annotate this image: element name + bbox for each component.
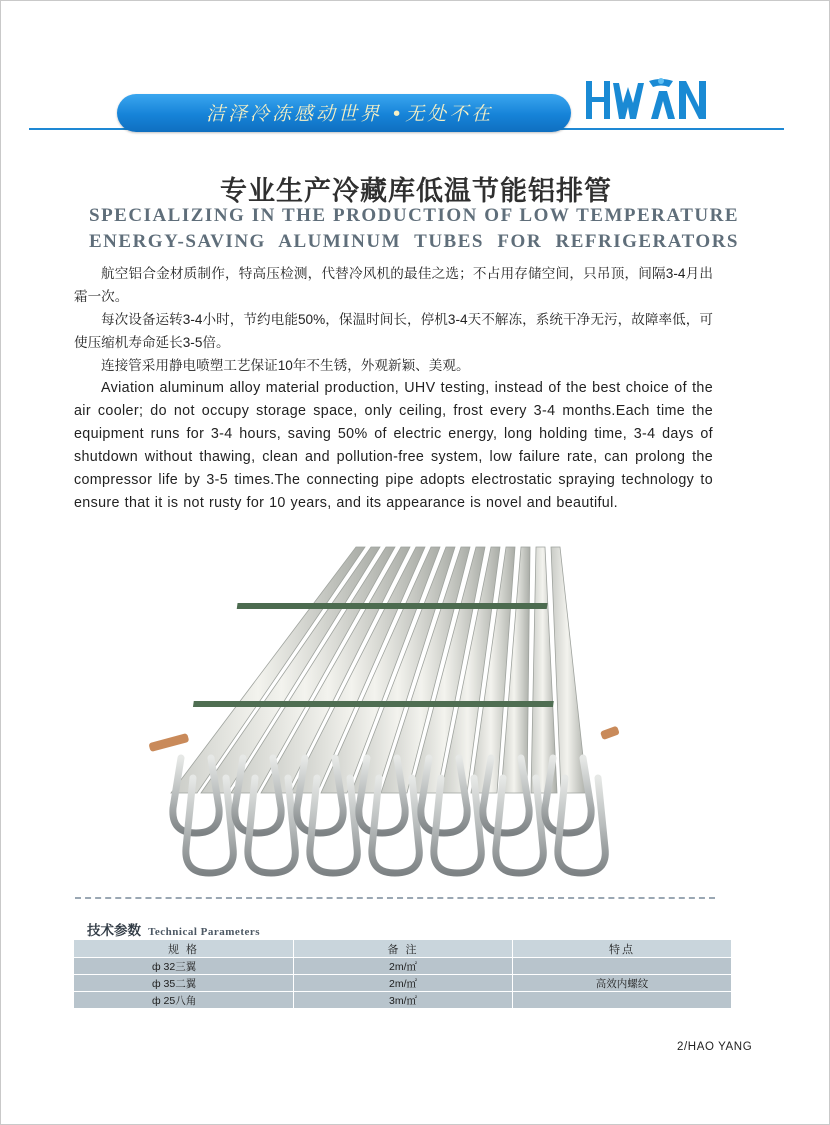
page-footer: 2/HAO YANG <box>677 1041 753 1053</box>
cell-spec: ф 32三翼 <box>74 958 294 975</box>
technical-parameters-table <box>73 939 732 1009</box>
params-heading-cn: 技术参数 <box>87 923 141 939</box>
aluminum-tube-product-image <box>141 543 621 898</box>
table-header-row <box>74 940 732 958</box>
body-cn-paragraph-3: 连接管采用静电喷塑工艺保证10年不生锈，外观新颖、美观。 <box>101 358 470 373</box>
column-header-spec: 规 格 <box>74 940 294 958</box>
page-title-en-line1: SPECIALIZING IN THE PRODUCTION OF LOW TEMPERATURE <box>89 205 739 226</box>
body-cn-paragraph-2: 每次设备运转3-4小时，节约电能50%，保温时间长，停机3-4天不解冻，系统干净无污，故障率低，可使压缩机寿命延长3-5倍。 <box>74 312 713 350</box>
params-heading-en: Technical Parameters <box>148 926 261 938</box>
slogan-text: 洁泽冷冻感动世界 •无处不在 <box>206 103 494 125</box>
hjyang-logo-icon <box>583 73 713 125</box>
table-row <box>74 958 732 975</box>
column-header-feature: 特点 <box>513 940 732 958</box>
cell-remark: 3m/㎡ <box>294 992 513 1009</box>
dashed-separator <box>75 897 715 899</box>
tube-fins <box>171 547 587 793</box>
table-row <box>74 975 732 992</box>
cell-feature <box>513 958 732 975</box>
cell-spec: ф 35二翼 <box>74 975 294 992</box>
column-header-remark: 备 注 <box>294 940 513 958</box>
page-title-en-line2: ENERGY-SAVING ALUMINUM TUBES FOR REFRIGERATORS <box>89 231 739 252</box>
table-row <box>74 992 732 1009</box>
cell-spec: ф 25八角 <box>74 992 294 1009</box>
cell-remark: 2m/㎡ <box>294 975 513 992</box>
params-heading <box>87 919 260 939</box>
u-bend-pipe <box>421 758 467 833</box>
page-title-cn: 专业生产冷藏库低温节能铝排管 <box>220 176 612 207</box>
body-cn-paragraph-1: 航空铝合金材质制作，特高压检测，代替冷风机的最佳之选；不占用存储空间，只吊顶，间隔3-4月出霜一次。 <box>74 266 713 304</box>
cell-feature <box>513 992 732 1009</box>
body-en-paragraph: Aviation aluminum alloy material production, UHV testing, instead of the best choice of the air cooler; do not occupy storage space, only ceiling, frost every 3-4 months.Each time the equipment runs for 3-4 hours, saving 50% of electric energy, long holding time, 3-4 days of shutdown without thawing, clean and pollution-free system, low failure rate, can prolong the compressor life by 3-5 times.The connecting pipe adopts electrostatic spraying technology to ensure that it is not rusty for 10 years, and its appearance is novel and beautiful. <box>74 380 713 511</box>
cell-feature: 高效内螺纹 <box>513 975 732 992</box>
cell-remark: 2m/㎡ <box>294 958 513 975</box>
